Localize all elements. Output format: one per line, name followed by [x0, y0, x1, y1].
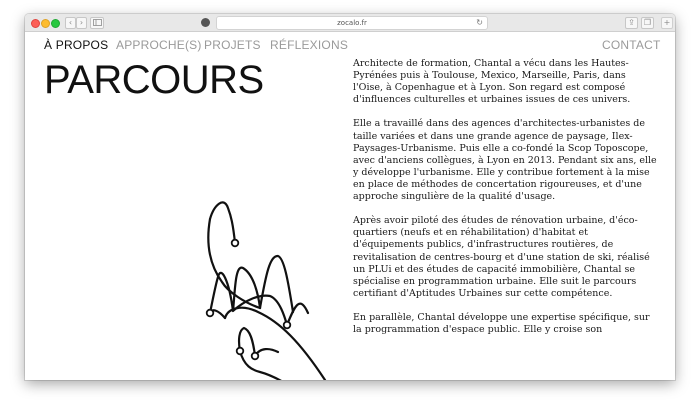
- paragraph: En parallèle, Chantal développe une expertise spécifique, sur la programmation d'espace public. Elle y croise son: [353, 311, 650, 336]
- reload-icon[interactable]: ↻: [476, 18, 483, 27]
- nav-item-a-propos[interactable]: À PROPOS: [44, 38, 109, 52]
- nav-item-contact[interactable]: CONTACT: [602, 38, 661, 52]
- site-nav: [25, 32, 675, 54]
- paragraph: Après avoir piloté des études de rénovation urbaine, d'éco-quartiers (neufs et en réhabilitation) d'habitat et d'équipements publics, d'infrastructures routières, de revitalisation de centres-bourg et d'une station de ski, réalisé un PLUi et des études de capacité immobilière, Chantal se spécialise en programmation urbaine. Elle suit le parcours certifiant d'Aptitudes Urbaines sur cette compétence.: [353, 215, 650, 299]
- tab-overview-button[interactable]: ❐: [641, 17, 654, 29]
- browser-titlebar: [25, 14, 675, 32]
- biography-text: [353, 58, 658, 348]
- site-favicon-icon[interactable]: [201, 18, 210, 27]
- zoom-window-button[interactable]: [51, 19, 60, 28]
- sidebar-icon: [93, 19, 102, 26]
- close-window-button[interactable]: [31, 19, 40, 28]
- browser-window: [25, 14, 675, 380]
- illustration-line-drawing: [200, 200, 350, 380]
- sidebar-toggle-button[interactable]: [90, 17, 104, 29]
- page-content: [25, 32, 675, 380]
- page-title: PARCOURS: [44, 58, 264, 102]
- forward-button[interactable]: ›: [76, 17, 87, 29]
- nav-item-approches[interactable]: APPROCHE(S): [116, 38, 202, 52]
- nav-item-reflexions[interactable]: RÉFLEXIONS: [270, 38, 349, 52]
- share-button[interactable]: ⇪: [625, 17, 638, 29]
- address-url: zocalo.fr: [337, 19, 367, 27]
- paragraph: Elle a travaillé dans des agences d'architectes-urbanistes de taille variées et dans une grande agence de paysage, Ilex-Paysages-Urbanisme. Puis elle a co-fondé la Scop Toposcope, avec d'anciens collègues, à Lyon en 2013. Pendant six ans, elle y développe l'urbanisme. Elle y contribue fortement à la mise en place de méthodes de concertation rigoureuses, et d'une approche singulière de la qualité d'usage.: [353, 118, 657, 203]
- new-tab-button[interactable]: +: [661, 17, 673, 29]
- back-button[interactable]: ‹: [65, 17, 76, 29]
- paragraph: Architecte de formation, Chantal a vécu dans les Hautes-Pyrénées puis à Toulouse, Mexico, Marseille, Paris, dans l'Oise, à Copenhague et à Lyon. Son regard est composé d'influences culturelles et urbaines issues de ces univers.: [353, 58, 631, 106]
- address-bar[interactable]: [216, 16, 488, 30]
- minimize-window-button[interactable]: [41, 19, 50, 28]
- nav-item-projets[interactable]: PROJETS: [204, 38, 261, 52]
